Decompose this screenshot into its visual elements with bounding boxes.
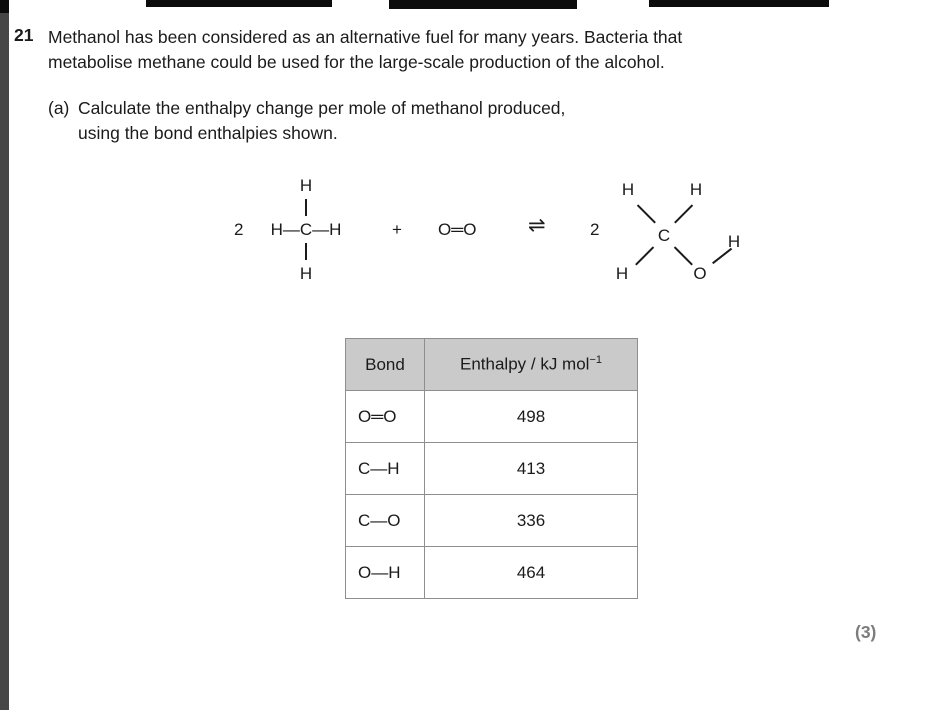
methanol-h-right: H <box>727 232 741 251</box>
enthalpy-header-superscript: −1 <box>589 354 602 367</box>
methane-top-bond <box>305 199 307 216</box>
table-row <box>346 443 638 495</box>
enthalpy-cell: 336 <box>425 495 638 547</box>
enthalpy-cell: 413 <box>425 443 638 495</box>
methanol-carbon: C <box>657 226 671 245</box>
table-row <box>346 547 638 599</box>
methanol-h-top-left: H <box>621 180 635 199</box>
question-intro-line-1: Methanol has been considered as an alternative fuel for many years. Bacteria that <box>48 27 683 47</box>
methane-bottom-hydrogen: H <box>299 264 313 283</box>
plus-sign: + <box>392 220 402 239</box>
part-a-label: (a) <box>48 98 70 118</box>
methanol-structure <box>612 180 754 292</box>
table-row <box>346 495 638 547</box>
cropped-heading-fragment <box>389 0 577 9</box>
methanol-bond-br <box>674 246 693 265</box>
marks-badge: (3) <box>855 622 877 642</box>
bond-cell: O═O <box>346 391 425 443</box>
cropped-heading-fragment <box>146 0 332 7</box>
part-a-text-line-1: Calculate the enthalpy change per mole of methanol produced, <box>78 98 566 118</box>
oxygen-molecule: O═O <box>438 220 477 239</box>
enthalpy-header-main: Enthalpy / kJ mol <box>460 354 590 374</box>
methanol-bond-tl <box>637 204 656 223</box>
table-header-row <box>346 339 638 391</box>
methanol-coefficient: 2 <box>590 220 600 239</box>
methanol-bond-tr <box>674 204 693 223</box>
methanol-bond-bl <box>635 246 654 265</box>
table-row <box>346 391 638 443</box>
enthalpy-cell: 464 <box>425 547 638 599</box>
equilibrium-arrow: ⇌ <box>528 214 546 237</box>
bond-enthalpy-table <box>345 338 638 599</box>
question-intro-line-2: metabolise methane could be used for the large-scale production of the alcohol. <box>48 52 665 72</box>
methane-structure <box>258 176 354 288</box>
methanol-h-bottom-left: H <box>615 264 629 283</box>
part-a-text-line-2: using the bond enthalpies shown. <box>78 123 338 143</box>
bond-column-header: Bond <box>346 339 425 391</box>
question-number: 21 <box>14 25 34 45</box>
methane-middle-row: H—C—H <box>270 220 342 239</box>
enthalpy-cell: 498 <box>425 391 638 443</box>
bond-cell: O—H <box>346 547 425 599</box>
methanol-oxygen: O <box>693 264 707 283</box>
page-edge-bar <box>0 0 9 710</box>
methane-coefficient: 2 <box>234 220 244 239</box>
cropped-heading-fragment <box>649 0 829 7</box>
methanol-h-top-right: H <box>689 180 703 199</box>
enthalpy-column-header <box>425 339 638 391</box>
page-edge-bar-cap <box>0 0 9 13</box>
methane-top-hydrogen: H <box>299 176 313 195</box>
methane-bottom-bond <box>305 243 307 260</box>
bond-cell: C—H <box>346 443 425 495</box>
bond-cell: C—O <box>346 495 425 547</box>
